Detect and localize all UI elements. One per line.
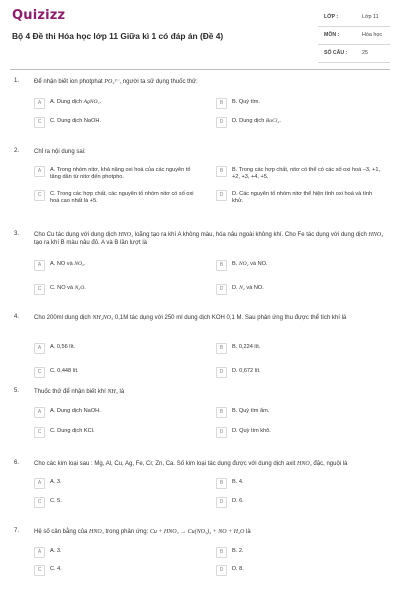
option-text: C. Dung dịch NaOH. <box>50 118 101 124</box>
question-number: 2. <box>14 148 20 154</box>
option-text: B. Quỳ tím. <box>232 99 260 105</box>
option-text: A. Dung dịch NaOH. <box>50 408 101 414</box>
question-number: 3. <box>14 231 20 237</box>
formula: NH₄NO₃ <box>92 315 114 321</box>
option-letter-box[interactable]: B <box>216 547 227 558</box>
question-text: Cho Cu tác dụng với dung dịch HNO₃ loãng tạo ra khí A không màu, hóa nâu ngoài không khí. Cho Fe tác dụng với dung dịch HNO₃ tạo ra khí B màu nâu đỏ. A và B lần lượt là <box>34 232 384 246</box>
formula: N₂ <box>239 285 245 291</box>
header-divider <box>10 69 390 70</box>
option-text: C. 0,448 lít. <box>50 368 79 374</box>
meta-box <box>318 11 390 65</box>
option-text: A. 0,56 lít. <box>50 344 76 350</box>
question-number: 1. <box>14 78 20 84</box>
option-text: C. Dung dịch KCl. <box>50 428 95 434</box>
option-letter-box[interactable]: B <box>216 343 227 354</box>
question-text: Chỉ ra nội dung sai: <box>34 149 86 155</box>
option-text: B. 2. <box>232 548 244 554</box>
question-text: Để nhận biết ion photphat PO₄³⁻, người ta sử dụng thuốc thử: <box>34 79 198 85</box>
meta-label: SỐ CÂU : <box>324 50 348 56</box>
question-number: 7. <box>14 528 20 534</box>
question-text: Hệ số cân bằng của HNO₃ trong phản ứng: Cu + HNO₃ → Cu(NO₃)₂ + NO + H₂O là <box>34 529 251 535</box>
page-header <box>0 0 400 66</box>
option-letter-box[interactable]: C <box>34 117 45 128</box>
meta-label: LỚP : <box>324 14 339 20</box>
option-letter-box[interactable]: D <box>216 284 227 295</box>
question-text: Thuốc thử để nhận biết khí NH₃ là <box>34 389 125 395</box>
question-number: 4. <box>14 314 20 320</box>
option-letter-box[interactable]: D <box>216 367 227 378</box>
option-text: D. Dung dịch BaCl₂. <box>232 118 281 124</box>
option-letter-box[interactable]: B <box>216 260 227 271</box>
option-letter-box[interactable]: A <box>34 547 45 558</box>
option-letter-box[interactable]: D <box>216 497 227 508</box>
option-text: A. NO và NO₂. <box>50 261 86 267</box>
option-letter-box[interactable]: B <box>216 407 227 418</box>
option-letter-box[interactable]: B <box>216 166 227 177</box>
meta-row-count <box>318 47 390 63</box>
option-text: A. Trong nhóm nitơ, khả năng oxi hoá của các nguyên tố tăng dần từ nitơ đến photpho. <box>50 167 191 180</box>
option-letter-box[interactable]: B <box>216 478 227 489</box>
option-letter-box[interactable]: A <box>34 407 45 418</box>
option-letter-box[interactable]: C <box>34 284 45 295</box>
formula: PO₄³⁻ <box>104 79 120 85</box>
option-letter-box[interactable]: D <box>216 427 227 438</box>
option-text: D. N₂ và NO. <box>232 285 264 291</box>
option-letter-box[interactable]: C <box>34 190 45 201</box>
meta-value: Hóa học <box>362 32 383 38</box>
meta-value: Lớp 11 <box>362 14 379 20</box>
meta-row-subject <box>318 29 390 45</box>
option-text: C. 5. <box>50 498 62 504</box>
meta-row-class <box>318 11 390 27</box>
option-text: C. Trong các hợp chất, các nguyên tố nhóm nitơ có số oxi hoá cao nhất là +5. <box>50 191 194 204</box>
option-text: B. 4. <box>232 479 244 485</box>
document-title: Bộ 4 Đề thi Hóa học lớp 11 Giữa kì 1 có đáp án (Đề 4) <box>12 31 224 41</box>
option-text: B. 0,224 lít. <box>232 344 261 350</box>
formula: HNO₃ <box>118 232 134 238</box>
option-letter-box[interactable]: A <box>34 260 45 271</box>
option-letter-box[interactable]: C <box>34 497 45 508</box>
option-text: D. Các nguyên tố nhóm nitơ thể hiện tính oxi hoá và tính khử. <box>232 191 373 204</box>
option-text: C. 4. <box>50 566 62 572</box>
question-text: Cho các kim loại sau : Mg, Al, Cu, Ag, Fe, Cr, Zn, Ca. Số kim loại tác dụng được với dung dịch axit HNO₃ đặc, nguội là <box>34 461 348 467</box>
formula: N₂O <box>74 285 85 291</box>
option-letter-box[interactable]: D <box>216 565 227 576</box>
formula: NO₂ <box>238 261 249 267</box>
option-text: C. NO và N₂O. <box>50 285 86 291</box>
formula: HNO₃ <box>297 461 312 467</box>
option-text: B. Trong các hợp chất, nitơ có thể có các số oxi hoá –3, +1, +2, +3, +4, +5. <box>232 167 381 180</box>
option-text: A. 3. <box>50 548 62 554</box>
formula: HNO₃ <box>368 232 384 238</box>
meta-value: 25 <box>362 50 368 56</box>
meta-label: MÔN : <box>324 32 340 38</box>
option-letter-box[interactable]: A <box>34 166 45 177</box>
option-text: B. NO₂ và NO. <box>232 261 268 267</box>
option-text: A. 3. <box>50 479 62 485</box>
option-text: D. 6. <box>232 498 244 504</box>
formula: NH₃ <box>107 389 118 395</box>
formula: AgNO₃ <box>83 99 100 105</box>
option-letter-box[interactable]: D <box>216 190 227 201</box>
formula: Cu + HNO₃ → Cu(NO₃)₂ + NO + H₂O <box>149 529 245 535</box>
formula: BaCl₂ <box>265 118 280 124</box>
option-letter-box[interactable]: A <box>34 98 45 109</box>
option-text: D. 0,672 lít. <box>232 368 261 374</box>
option-letter-box[interactable]: B <box>216 98 227 109</box>
option-text: B. Quỳ tím ẩm. <box>232 408 270 414</box>
formula: NO₂ <box>74 261 84 267</box>
option-text: D. Quỳ tím khô. <box>232 428 271 434</box>
option-letter-box[interactable]: C <box>34 367 45 378</box>
quizizz-logo: Quizizz <box>12 8 66 23</box>
option-letter-box[interactable]: C <box>34 565 45 576</box>
question-number: 5. <box>14 388 20 394</box>
option-letter-box[interactable]: A <box>34 343 45 354</box>
option-letter-box[interactable]: D <box>216 117 227 128</box>
option-letter-box[interactable]: C <box>34 427 45 438</box>
option-text: A. Dung dịch AgNO₃. <box>50 99 102 105</box>
option-letter-box[interactable]: A <box>34 478 45 489</box>
question-number: 6. <box>14 460 20 466</box>
option-text: D. 8. <box>232 566 244 572</box>
question-text: Cho 200ml dung dịch NH₄NO₃ 0,1M tác dụng với 250 ml dung dịch KOH 0,1 M. Sau phản ứng thu được thể tích khí là <box>34 315 347 321</box>
formula: HNO₃ <box>89 529 104 535</box>
